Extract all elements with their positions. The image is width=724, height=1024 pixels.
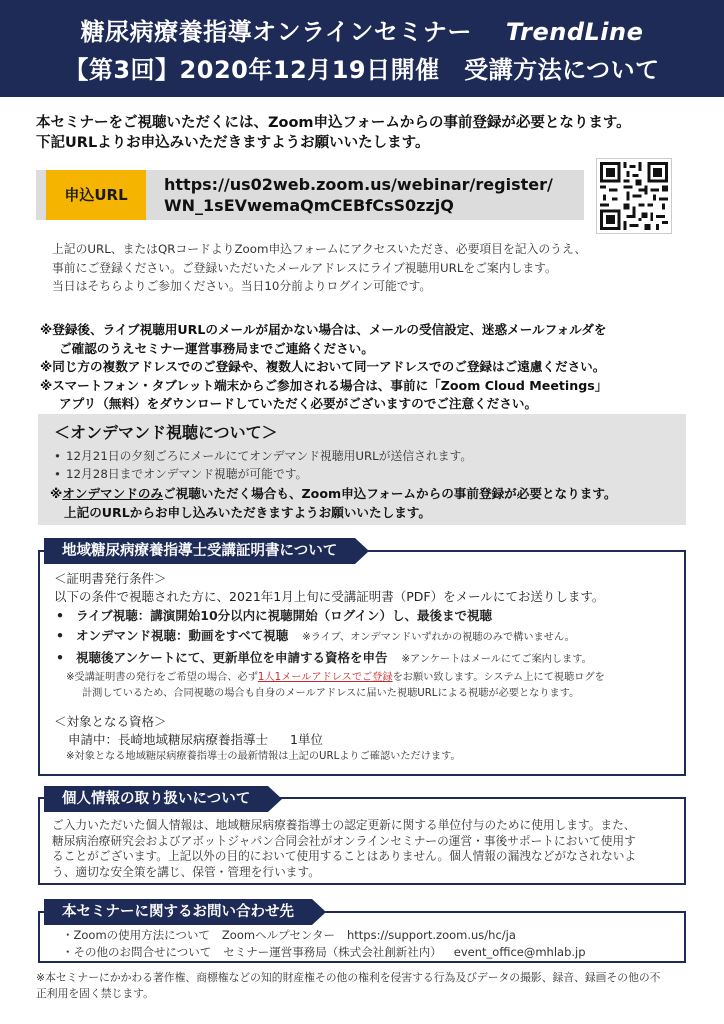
condition-note: ※アンケートはメールにてご案内します。 <box>401 654 592 665</box>
brand-name: TrendLine <box>505 18 644 46</box>
note-line: ※スマートフォン・タブレット端末からご参加される場合は、事前に「Zoom Cloud Meetings」 <box>40 377 608 393</box>
office-email-link[interactable]: event_office@mhlab.jp <box>453 944 586 959</box>
ondemand-section <box>38 414 686 525</box>
privacy-line: ご入力いただいた個人情報は、地域糖尿病療養指導士の認定更新に関する単位付与のために使用します。また、 <box>52 818 636 832</box>
certificate-intro: 以下の条件で視聴された方に、2021年1月上旬に受講証明書（PDF）をメールにてお送りします。 <box>54 589 605 604</box>
seminar-title: 糖尿病療養指導オンラインセミナー <box>80 18 472 46</box>
ondemand-only-emphasis: オンデマンドのみ <box>62 486 163 501</box>
privacy-line: う、適切な安全策を講じ、保管・管理を行います。 <box>52 864 320 879</box>
registration-description <box>52 240 692 296</box>
list-item: • 12月28日までオンデマンド視聴が可能です。 <box>66 466 472 484</box>
privacy-line: ることがございます。上記以外の目的において使用することはありません。個人情報の漏洩などがなされないよ <box>52 849 637 863</box>
qualification-unit: 1単位 <box>290 732 323 747</box>
certificate-small-note <box>54 670 684 686</box>
title-line-2: 【第3回】2020年12月19日開催 受講方法について <box>64 56 660 84</box>
privacy-content <box>52 818 676 880</box>
qualification-note: ※対象となる地域糖尿病療養指導士の最新情報は上記のURLよりご確認いただけます。 <box>66 751 461 762</box>
qr-code-graphic <box>597 159 671 233</box>
note-line: ※同じ方の複数アドレスでのご登録や、複数人において同一アドレスでのご登録はご遠慮ください。 <box>40 359 606 375</box>
condition-text: オンデマンド視聴：動画をすべて視聴 <box>76 628 289 643</box>
intro-line-2: 下記URLよりお申込みいただきますようお願いいたします。 <box>36 135 430 151</box>
contact-label: ・Zoomの使用方法について <box>62 928 210 942</box>
note-line: アプリ（無料）をダウンロードしていただく必要がございますのでご注意ください。 <box>59 396 538 412</box>
condition-live <box>54 606 684 626</box>
qualification-row <box>54 731 684 749</box>
note-prefix: ※ <box>50 486 63 501</box>
description-line: 上記のURL、またはQRコードよりZoom申込フォームにアクセスいただき、必要項目を記入のうえ、 <box>52 242 587 256</box>
important-notes <box>40 321 700 414</box>
ondemand-title: ＜オンデマンド視聴について＞ <box>54 423 278 442</box>
header-banner <box>0 0 724 97</box>
title-line-1 <box>0 12 724 47</box>
contact-row-other <box>62 944 586 961</box>
contact-label: ・その他のお問合せについて <box>62 944 212 959</box>
description-line: 当日はそちらよりご参加ください。当日10分前よりログイン可能です。 <box>52 279 432 293</box>
note-text: をお願い致します。システム上にて視聴ログを <box>392 672 605 683</box>
qualification-name: 申請中：長崎地域糖尿病療養指導士 <box>68 732 269 747</box>
contact-name: Zoomヘルプセンター <box>221 928 335 942</box>
certificate-content <box>54 570 684 765</box>
condition-survey <box>54 648 684 670</box>
url-line-2[interactable]: WN_1sEVwemaQmCEBfCsS0zzjQ <box>164 196 454 215</box>
contact-row-zoom <box>62 927 586 944</box>
contact-name: セミナー運営事務局（株式会社創新社内） <box>223 944 442 959</box>
footer-line: 正利用を固く禁じます。 <box>36 987 154 1000</box>
certificate-heading: 地域糖尿病療養指導士受講証明書について <box>44 538 355 564</box>
condition-ondemand <box>54 626 684 648</box>
conditions-title: ＜証明書発行条件＞ <box>54 571 167 586</box>
note-text: ※受講証明書の発行をご希望の場合、必ず <box>66 672 258 683</box>
footer-line: ※本セミナーにかかわる著作権、商標権などの知的財産権その他の権利を侵害する行為及びデータの撮影、録音、録画その他の不 <box>36 971 661 984</box>
ondemand-note-line-2: 上記のURLからお申し込みいただきますようお願いいたします。 <box>64 505 431 520</box>
registration-url-box <box>36 170 584 220</box>
single-email-emphasis: 1人1メールアドレスでご登録 <box>257 672 393 683</box>
note-rest: ご視聴いただく場合も、Zoom申込フォームからの事前登録が必要となります。 <box>163 486 617 501</box>
qualification-title: ＜対象となる資格＞ <box>54 714 167 729</box>
note-line: ご確認のうえセミナー運営事務局までご連絡ください。 <box>59 340 374 356</box>
url-line-1[interactable]: https://us02web.zoom.us/webinar/register/ <box>164 175 553 194</box>
certificate-small-note-line-2: 計測しているため、合同視聴の場合も自身のメールアドレスに届いた視聴URLによる視聴が必要となります。 <box>82 687 580 699</box>
list-item: • 12月21日の夕刻ごろにメールにてオンデマンド視聴用URLが送信されます。 <box>66 448 472 466</box>
registration-url-label: 申込URL <box>46 170 146 220</box>
ondemand-list <box>66 448 472 483</box>
contact-heading: 本セミナーに関するお問い合わせ先 <box>44 899 312 925</box>
condition-text: 視聴後アンケートにて、更新単位を申請する資格を申告 <box>76 650 388 665</box>
registration-url-link[interactable] <box>164 174 579 216</box>
qr-code-icon[interactable] <box>596 158 672 234</box>
ondemand-note <box>50 484 617 503</box>
intro-text <box>36 113 696 153</box>
copyright-notice <box>36 970 686 1002</box>
privacy-line: 糖尿病治療研究会およびアボットジャパン合同会社がオンラインセミナーの運営・事後サポートにおいて使用す <box>52 833 636 848</box>
contact-content <box>62 927 586 960</box>
zoom-help-link[interactable]: https://support.zoom.us/hc/ja <box>347 928 516 942</box>
condition-note: ※ライブ、オンデマンドいずれかの視聴のみで構いません。 <box>302 632 575 643</box>
intro-line-1: 本セミナーをご視聴いただくには、Zoom申込フォームからの事前登録が必要となります。 <box>36 115 631 131</box>
privacy-heading: 個人情報の取り扱いについて <box>44 786 268 812</box>
condition-text: ライブ視聴：講演開始10分以内に視聴開始（ログイン）し、最後まで視聴 <box>76 608 493 623</box>
description-line: 事前にご登録ください。ご登録いただいたメールアドレスにライブ視聴用URLをご案内します。 <box>52 260 557 275</box>
note-line: ※登録後、ライブ視聴用URLのメールが届かない場合は、メールの受信設定、迷惑メールフォルダを <box>40 322 607 337</box>
